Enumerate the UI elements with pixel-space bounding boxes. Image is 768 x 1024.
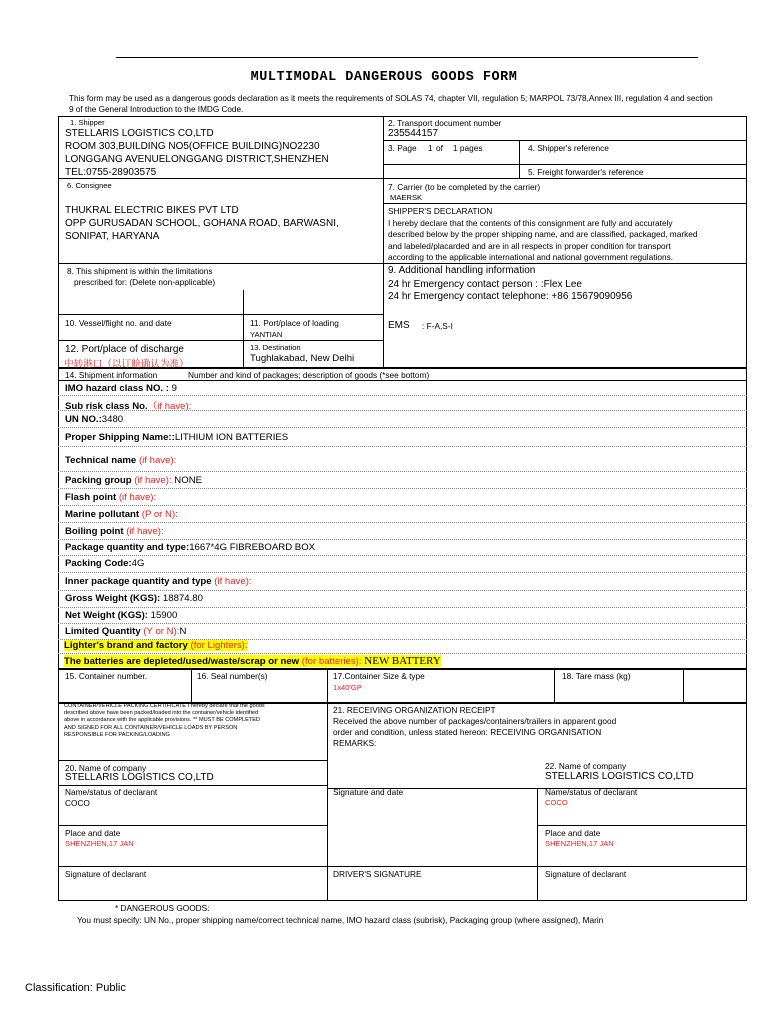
ems-value: : F-A,S-I [422, 321, 453, 331]
consignee-line: THUKRAL ELECTRIC BIKES PVT LTD [65, 205, 239, 216]
receipt-line: Received the above number of packages/containers/trailers in apparent good [333, 716, 617, 726]
left-company-label: 20. Name of company [65, 763, 147, 773]
classification-label: Classification: Public [25, 982, 126, 994]
goods-row: Boiling point (if have): [65, 526, 164, 537]
left-signature-label: Signature of declarant [65, 869, 147, 879]
container-size-label: 17.Container Size & type [333, 671, 425, 681]
top-rule [116, 57, 698, 58]
page-of: of [436, 143, 443, 153]
seal-number-label: 16. Seal number(s) [197, 671, 268, 681]
goods-row: UN NO.:3480 [65, 414, 124, 425]
goods-row: Gross Weight (KGS): 18874.80 [65, 593, 203, 604]
discharge-label: 12. Port/place of discharge [65, 344, 184, 355]
receipt-line: order and condition, unless stated hereon: RECEIVING ORGANISATION [333, 727, 602, 737]
shipper-label: 1. Shipper [70, 118, 105, 127]
declaration-line: and labeled/placarded and are in all respects in proper condition for transport [388, 241, 671, 251]
carrier-value: MAERSK [390, 193, 423, 202]
carrier-label: 7. Carrier (to be completed by the carrier) [388, 182, 541, 192]
footnote-text: You must specify: UN No., proper shipping name/correct technical name, IMO hazard class (subrisk), Packaging group (where assigned), Marin [77, 915, 604, 925]
container-size-value: 1x40'GP [333, 683, 362, 692]
declaration-line: according to the applicable international and national government regulations. [388, 252, 674, 262]
declaration-label: SHIPPER'S DECLARATION [388, 206, 493, 216]
container-number-label: 15. Container number. [65, 671, 148, 681]
emergency-contact-phone: 24 hr Emergency contact telephone: +86 15679090956 [388, 291, 633, 302]
shipment-info-label: 14. Shipment information [65, 370, 158, 380]
form-title: MULTIMODAL DANGEROUS GOODS FORM [250, 70, 518, 85]
signature-date-label: Signature and date [333, 787, 404, 797]
footnote-title: * DANGEROUS GOODS: [115, 903, 210, 913]
page-total: 1 pages [453, 143, 483, 153]
page-current: 1 [428, 143, 433, 153]
declaration-line: I hereby declare that the contents of this consignment are fully and accurately [388, 218, 673, 228]
left-place-label: Place and date [65, 828, 121, 838]
shipper-line: TEL:0755-28903575 [65, 167, 157, 178]
consignee-label: 6. Consignee [67, 181, 112, 190]
goods-row: Inner package quantity and type (if have): [65, 576, 252, 587]
transport-doc-label: 2. Transport document number [388, 118, 502, 128]
goods-row: Limited Quantity (Y or N):N [65, 626, 187, 637]
goods-row: Packing group (if have): NONE [65, 475, 203, 486]
consignee-line: SONIPAT, HARYANA [65, 231, 160, 242]
right-place-value: SHENZHEN,17 JAN [545, 839, 614, 848]
handling-label: 9. Additional handling information [388, 265, 536, 276]
destination-value: Tughlakabad, New Delhi [250, 353, 355, 364]
left-declarant-label: Name/status of declarant [65, 787, 158, 797]
goods-row: Package quantity and type:1667*4G FIBREBOARD BOX [65, 542, 316, 553]
loading-label: 11. Port/place of loading [250, 318, 339, 328]
receipt-label: 21. RECEIVING ORGANIZATION RECEIPT [333, 705, 496, 715]
left-declarant-value: COCO [65, 798, 90, 808]
vessel-label: 10. Vessel/flight no. and date [65, 318, 172, 328]
transport-doc-value: 235544157 [388, 128, 439, 139]
right-signature-label: Signature of declarant [545, 869, 627, 879]
consignee-line: OPP GURUSADAN SCHOOL, GOHANA ROAD, BARWASNI, [65, 218, 339, 229]
shipper-line: ROOM 303,BUILDING NO5(OFFICE BUILDING)NO2230 [65, 141, 320, 152]
discharge-value: 中转港口（以订舱确认为准） [64, 359, 189, 370]
goods-row: Proper Shipping Name::LITHIUM ION BATTERIES [65, 432, 289, 443]
page-label: 3. Page [388, 143, 417, 153]
goods-row: Flash point (if have): [65, 492, 157, 503]
declaration-line: described below by the proper shipping name, and are classified, packaged, marked [388, 229, 698, 239]
shipper-line: STELLARIS LOGISTICS CO,LTD [65, 128, 214, 139]
right-company-name: STELLARIS LOGISTICS CO,LTD [545, 771, 694, 782]
loading-value: YANTIAN [250, 330, 283, 339]
goods-row: Marine pollutant (P or N): [65, 509, 178, 520]
shippers-ref-label: 4. Shipper's reference [528, 143, 609, 153]
freight-ref-label: 5. Freight forwarder's reference [528, 167, 644, 177]
destination-label: 13. Destination [250, 343, 301, 352]
right-place-label: Place and date [545, 828, 601, 838]
goods-row: Sub risk class No.（if have): [65, 401, 192, 412]
receipt-remarks: REMARKS: [333, 738, 377, 748]
shipment-info-desc: Number and kind of packages; description of goods (*see bottom) [188, 370, 430, 380]
form-intro: This form may be used as a dangerous goods declaration as it meets the requirements of SOLAS 74, chapter VII, regulation 5; MARPOL 73/78,Annex III, regulation 4 and section 9 of the General Introduction to the IMDG Code. [69, 94, 713, 114]
goods-row: Packing Code:4G [65, 558, 145, 569]
right-declarant-label: Name/status of declarant [545, 787, 638, 797]
goods-row: Technical name (if have): [65, 455, 177, 466]
goods-row: IMO hazard class NO. : 9 [65, 383, 177, 394]
right-company-label: 22. Name of company [545, 761, 627, 771]
driver-signature-label: DRIVER'S SIGNATURE [333, 869, 422, 879]
goods-row: Net Weight (KGS): 15900 [65, 610, 178, 621]
tare-mass-label: 18. Tare mass (kg) [562, 671, 631, 681]
left-place-value: SHENZHEN,17 JAN [65, 839, 134, 848]
goods-row-highlighted: Lighter's brand and factory (for Lighters): [64, 640, 248, 651]
emergency-contact-person: 24 hr Emergency contact person : :Flex Lee [388, 279, 582, 290]
right-declarant-value: COCO [545, 798, 568, 807]
limitations-label: prescribed for: (Delete non-applicable) [74, 277, 216, 287]
ems-label: EMS [388, 320, 410, 331]
shipper-line: LONGGANG AVENUELONGGANG DISTRICT,SHENZHEN [65, 154, 329, 165]
limitations-label: 8. This shipment is within the limitations [67, 266, 213, 276]
packing-certificate-text: CONTAINER/VEHICLE PACKING CERTIFICATE I hereby declare that the goods described above have been packed/loaded into the container/vehicle identified above in accordance with the applicable provisions. ** MUST BE COMPLETED AND SIGNED FOR ALL CONTAINER/VEHICLE LOADS BY PERSON RESPONSIBLE FOR PACKING/LOADING [64, 703, 265, 738]
goods-row-highlighted: The batteries are depleted/used/waste/scrap or new (for batteries): NEW BATTERY [64, 655, 441, 667]
left-company-name: STELLARIS LOGISTICS CO,LTD [65, 772, 214, 783]
